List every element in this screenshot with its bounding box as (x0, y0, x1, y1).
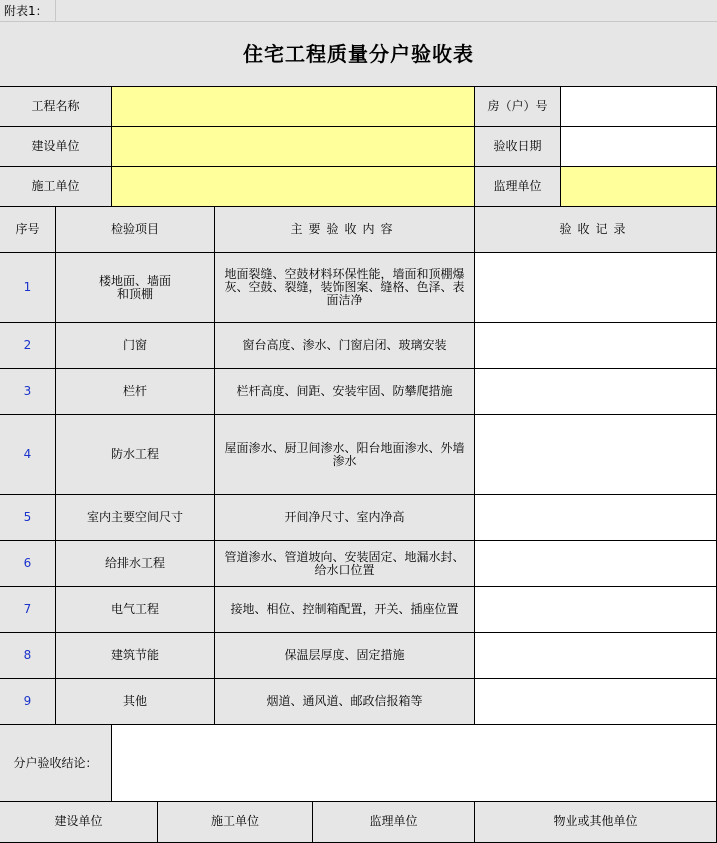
row-5-no: 5 (0, 494, 56, 541)
row-9-no: 9 (0, 678, 56, 725)
form-title: 住宅工程质量分户验收表 (243, 42, 474, 66)
row-1-item: 楼地面、墙面 和顶棚 (55, 252, 215, 323)
row-8-content: 保温层厚度、固定措施 (214, 632, 475, 679)
row-6-content: 管道渗水、管道坡向、安装固定、地漏水封、给水口位置 (214, 540, 475, 587)
row-5-content: 开间净尺寸、室内净高 (214, 494, 475, 541)
row-3-content: 栏杆高度、间距、安装牢固、防攀爬措施 (214, 368, 475, 415)
row-4-record[interactable] (474, 414, 717, 495)
footer-construction-org: 建设单位 (0, 801, 158, 843)
footer-supervision-org: 监理单位 (312, 801, 475, 843)
column-header-record: 验收记录 (474, 206, 717, 253)
row-6-item: 给排水工程 (55, 540, 215, 587)
project-name-label: 工程名称 (0, 86, 112, 127)
row-2-item: 门窗 (55, 322, 215, 369)
row-2-no: 2 (0, 322, 56, 369)
footer-property-org: 物业或其他单位 (474, 801, 717, 843)
row-8-record[interactable] (474, 632, 717, 679)
row-9-item: 其他 (55, 678, 215, 725)
row-1-record[interactable] (474, 252, 717, 323)
row-4-no: 4 (0, 414, 56, 495)
row-7-record[interactable] (474, 586, 717, 633)
row-7-item: 电气工程 (55, 586, 215, 633)
supervision-org-field[interactable] (560, 166, 717, 207)
row-3-no: 3 (0, 368, 56, 415)
supervision-org-label: 监理单位 (474, 166, 561, 207)
acceptance-date-label: 验收日期 (474, 126, 561, 167)
construction-org-label: 建设单位 (0, 126, 112, 167)
column-header-content: 主要验收内容 (214, 206, 475, 253)
column-header-seq: 序号 (0, 206, 56, 253)
builder-org-label: 施工单位 (0, 166, 112, 207)
row-2-record[interactable] (474, 322, 717, 369)
row-7-content: 接地、相位、控制箱配置，开关、插座位置 (214, 586, 475, 633)
row-3-record[interactable] (474, 368, 717, 415)
conclusion-label: 分户验收结论： (0, 724, 112, 802)
row-8-no: 8 (0, 632, 56, 679)
house-no-label: 房（户）号 (474, 86, 561, 127)
footer-builder-org: 施工单位 (157, 801, 313, 843)
column-header-item: 检验项目 (55, 206, 215, 253)
row-2-content: 窗台高度、渗水、门窗启闭、玻璃安装 (214, 322, 475, 369)
row-1-content: 地面裂缝、空鼓材料环保性能，墙面和顶棚爆灰、空鼓、裂缝，装饰图案、缝格、色泽、表面洁净 (214, 252, 475, 323)
row-6-no: 6 (0, 540, 56, 587)
house-no-field[interactable] (560, 86, 717, 127)
row-3-item: 栏杆 (55, 368, 215, 415)
acceptance-date-field[interactable] (560, 126, 717, 167)
row-7-no: 7 (0, 586, 56, 633)
row-4-content: 屋面渗水、厨卫间渗水、阳台地面渗水、外墙渗水 (214, 414, 475, 495)
construction-org-field[interactable] (111, 126, 475, 167)
row-9-record[interactable] (474, 678, 717, 725)
row-5-record[interactable] (474, 494, 717, 541)
row-9-content: 烟道、通风道、邮政信报箱等 (214, 678, 475, 725)
row-5-item: 室内主要空间尺寸 (55, 494, 215, 541)
project-name-field[interactable] (111, 86, 475, 127)
row-8-item: 建筑节能 (55, 632, 215, 679)
row-1-no: 1 (0, 252, 56, 323)
appendix-label: 附表1： (0, 0, 56, 22)
conclusion-field[interactable] (111, 724, 717, 802)
row-4-item: 防水工程 (55, 414, 215, 495)
appendix-cell-empty[interactable] (56, 0, 717, 22)
row-6-record[interactable] (474, 540, 717, 587)
builder-org-field[interactable] (111, 166, 475, 207)
